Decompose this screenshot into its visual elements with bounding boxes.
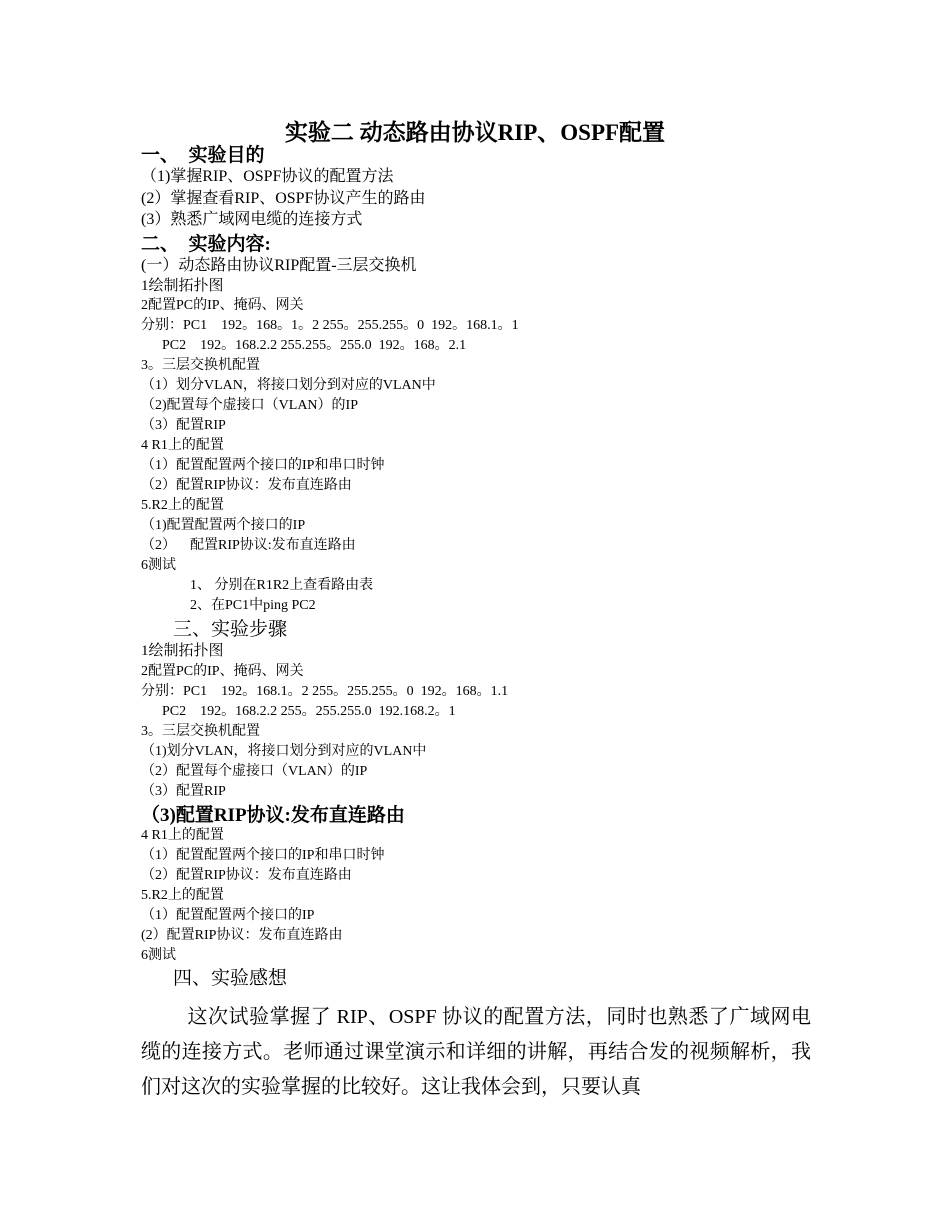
text-line: 6测试 bbox=[141, 948, 176, 963]
text-line: 1绘制拓扑图 bbox=[141, 278, 224, 294]
section-heading-content: 二、 实验内容: bbox=[141, 234, 271, 255]
text-line: （3）配置RIP bbox=[141, 784, 226, 799]
text-line: 4 R1上的配置 bbox=[141, 828, 224, 843]
text-line: （1)配置配置两个接口的IP bbox=[141, 518, 306, 533]
text-line: （2） 配置RIP协议:发布直连路由 bbox=[141, 538, 356, 553]
text-line: （2）配置每个虚接口（VLAN）的IP bbox=[141, 764, 368, 779]
text-line: 1、 分别在R1R2上查看路由表 bbox=[141, 578, 374, 593]
text-line: （1）配置配置两个接口的IP bbox=[141, 908, 315, 923]
text-line: PC2 192。168.2.2 255.255。255.0 192。168。2.1 bbox=[141, 338, 467, 353]
text-line: (3）熟悉广域网电缆的连接方式 bbox=[141, 211, 363, 228]
section-heading-steps: 三、实验步骤 bbox=[173, 619, 288, 640]
text-line: （1）配置配置两个接口的IP和串口时钟 bbox=[141, 458, 385, 473]
reflection-text: 这次试验掌握了 RIP、OSPF 协议的配置方法，同时也熟悉了广域网电缆的连接方式。老师通过课堂演示和详细的讲解，再结合发的视频解析，我们对这次的实验掌握的比较好。这让我体会到，只要认真 bbox=[141, 1006, 811, 1098]
text-line: 分别：PC1 192。168.1。2 255。255.255。0 192。168。1.1 bbox=[141, 684, 509, 699]
text-line: PC2 192。168.2.2 255。255.255.0 192.168.2。1 bbox=[141, 704, 456, 719]
text-line: （2）配置RIP协议：发布直连路由 bbox=[141, 868, 352, 883]
text-line: 5.R2上的配置 bbox=[141, 498, 224, 513]
text-line: 2配置PC的IP、掩码、网关 bbox=[141, 298, 304, 313]
text-line: （1)掌握RIP、OSPF协议的配置方法 bbox=[141, 168, 394, 185]
text-line: 6测试 bbox=[141, 558, 176, 573]
section-heading-reflection: 四、实验感想 bbox=[173, 968, 288, 989]
text-line: （2）配置RIP协议：发布直连路由 bbox=[141, 478, 352, 493]
text-line: 3。三层交换机配置 bbox=[141, 724, 260, 739]
text-line: 2、在PC1中ping PC2 bbox=[141, 598, 316, 613]
document-title: 实验二 动态路由协议RIP、OSPF配置 bbox=[284, 120, 666, 145]
reflection-paragraph bbox=[141, 1000, 811, 1105]
text-line: （2)配置每个虚接口（VLAN）的IP bbox=[141, 398, 358, 413]
text-line: 分别：PC1 192。168。1。2 255。255.255。0 192。168.1。1 bbox=[141, 318, 519, 333]
text-line: （3）配置RIP bbox=[141, 418, 226, 433]
text-line: 4 R1上的配置 bbox=[141, 438, 224, 453]
text-line: 3。三层交换机配置 bbox=[141, 358, 260, 373]
bold-line: （3)配置RIP协议:发布直连路由 bbox=[141, 805, 405, 826]
section-heading-purpose: 一、 实验目的 bbox=[141, 145, 265, 166]
text-line: （1）配置配置两个接口的IP和串口时钟 bbox=[141, 848, 385, 863]
text-line: (2）掌握查看RIP、OSPF协议产生的路由 bbox=[141, 190, 426, 207]
sub-heading: (一）动态路由协议RIP配置-三层交换机 bbox=[141, 257, 417, 274]
text-line: (2）配置RIP协议：发布直连路由 bbox=[141, 928, 343, 943]
text-line: 2配置PC的IP、掩码、网关 bbox=[141, 664, 304, 679]
text-line: 5.R2上的配置 bbox=[141, 888, 224, 903]
text-line: （1）划分VLAN，将接口划分到对应的VLAN中 bbox=[141, 378, 436, 393]
text-line: 1绘制拓扑图 bbox=[141, 643, 224, 659]
text-line: （1)划分VLAN，将接口划分到对应的VLAN中 bbox=[141, 744, 427, 759]
